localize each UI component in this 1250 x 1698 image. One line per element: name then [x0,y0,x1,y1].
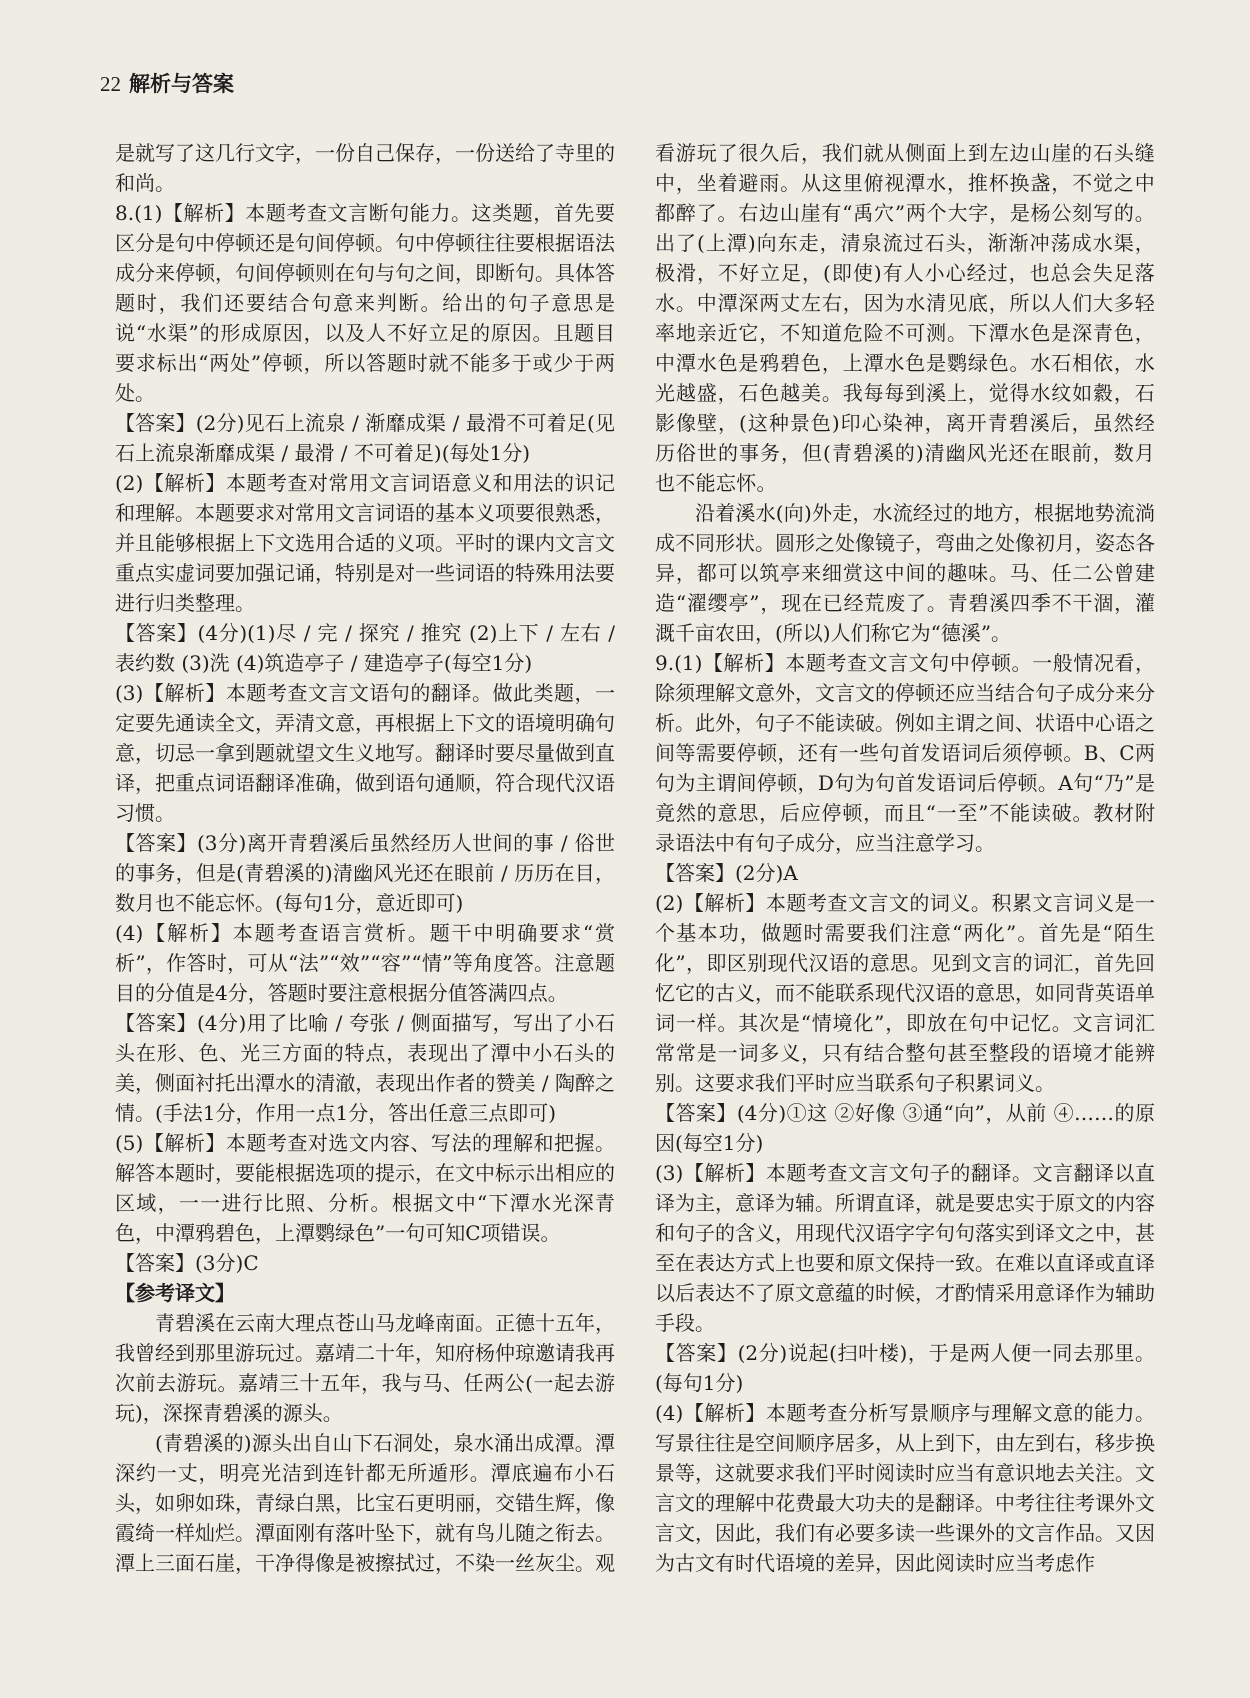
paragraph: 9.(1)【解析】本题考查文言文句中停顿。一般情况看，除须理解文意外，文言文的停顿还应当结合句子成分来分析。此外，句子不能读破。例如主谓之间、状语中心语之间等需要停顿，还有一些句首发语词后须停顿。B、C两句为主谓间停顿，D句为句首发语词后停顿。A句“乃”是竟然的意思，后应停顿，而且“一至”不能读破。教材附录语法中有句子成分，应当注意学习。 [655,651,1155,855]
paragraph: 【答案】(2分)说起(扫叶楼)，于是两人便一同去那里。(每句1分) [655,1341,1155,1395]
paragraph: (2)【解析】本题考查文言文的词义。积累文言词义是一个基本功，做题时需要我们注意“两化”。首先是“陌生化”，即区别现代汉语的意思。见到文言的词汇，首先回忆它的古义，而不能联系现代汉语的意思，如同背英语单词一样。其次是“情境化”，即放在句中记忆。文言词汇常常是一词多义，只有结合整句甚至整段的语境才能辨别。这要求我们平时应当联系句子积累词义。 [655,891,1155,1095]
paragraph: 【答案】(2分)见石上流泉 / 渐靡成渠 / 最滑不可着足(见石上流泉渐靡成渠 / 最滑 / 不可着足)(每处1分) [115,411,615,465]
section-heading: 【参考译文】 [115,1281,235,1305]
page-header-title: 解析与答案 [129,72,234,96]
paragraph: (5)【解析】本题考查对选文内容、写法的理解和把握。解答本题时，要能根据选项的提示，在文中标示出相应的区域，一一进行比照、分析。根据文中“下潭水光深青色，中潭鸦碧色，上潭鹦绿色”一句可知C项错误。 [115,1131,615,1245]
paragraph: 8.(1)【解析】本题考查文言断句能力。这类题，首先要区分是句中停顿还是句间停顿。句中停顿往往要根据语法成分来停顿，句间停顿则在句与句之间，即断句。具体答题时，我们还要结合句意来判断。给出的句子意思是说“水渠”的形成原因，以及人不好立足的原因。且题目要求标出“两处”停顿，所以答题时就不能多于或少于两处。 [115,201,615,405]
paragraph: (2)【解析】本题考查对常用文言词语意义和用法的识记和理解。本题要求对常用文言词语的基本义项要很熟悉，并且能够根据上下文选用合适的义项。平时的课内文言文重点实虚词要加强记诵，特别是对一些词语的特殊用法要进行归类整理。 [115,471,615,615]
right-column [655,138,1155,1578]
paragraph: 【答案】(4分)(1)尽 / 完 / 探究 / 推究 (2)上下 / 左右 / 表约数 (3)洗 (4)筑造亭子 / 建造亭子(每空1分) [115,621,615,675]
paragraph: 【答案】(2分)A [655,861,798,885]
paragraph: (青碧溪的)源头出自山下石洞处，泉水涌出成潭。潭深约一丈，明亮光洁到连针都无所遁形。潭底遍布小石头，如卵如珠，青绿白黑，比宝石更明丽，交错生辉，像霞绮一样灿烂。潭面刚有落叶坠下，就有鸟儿随之衔去。潭上三面石崖，干净得像是被擦拭过，不染一丝灰尘。观 [115,1431,615,1575]
page-number: 22 [100,72,121,96]
paragraph: (4)【解析】本题考查语言赏析。题干中明确要求“赏析”，作答时，可从“法”“效”“容”“情”等角度答。注意题目的分值是4分，答题时要注意根据分值答满四点。 [115,921,615,1005]
paragraph: 青碧溪在云南大理点苍山马龙峰南面。正德十五年，我曾经到那里游玩过。嘉靖二十年，知府杨仲琼邀请我再次前去游玩。嘉靖三十五年，我与马、任两公(一起去游玩)，深探青碧溪的源头。 [115,1311,615,1425]
page-header [100,68,234,98]
paragraph: 【答案】(3分)离开青碧溪后虽然经历人世间的事 / 俗世的事务，但是(青碧溪的)清幽风光还在眼前 / 历历在目，数月也不能忘怀。(每句1分，意近即可) [115,831,615,915]
paragraph: 【答案】(4分)用了比喻 / 夸张 / 侧面描写，写出了小石头在形、色、光三方面的特点，表现出了潭中小石头的美，侧面衬托出潭水的清澈，表现出作者的赞美 / 陶醉之情。(手法1分，作用一点1分，答出任意三点即可) [115,1011,615,1125]
left-column [115,138,615,1578]
paragraph: 是就写了这几行文字，一份自己保存，一份送给了寺里的和尚。 [115,141,615,195]
paragraph: 沿着溪水(向)外走，水流经过的地方，根据地势流淌成不同形状。圆形之处像镜子，弯曲之处像初月，姿态各异，都可以筑亭来细赏这中间的趣味。马、任二公曾建造“濯缨亭”，现在已经荒废了。青碧溪四季不干涸，灌溉千亩农田，(所以)人们称它为“德溪”。 [655,501,1155,645]
paragraph: 【答案】(4分)①这 ②好像 ③通“向”，从前 ④……的原因(每空1分) [655,1101,1155,1155]
paragraph: (3)【解析】本题考查文言文句子的翻译。文言翻译以直译为主，意译为辅。所谓直译，就是要忠实于原文的内容和句子的含义，用现代汉语字字句句落实到译文之中，甚至在表达方式上也要和原文保持一致。在难以直译或直译以后表达不了原文意蕴的时候，才酌情采用意译作为辅助手段。 [655,1161,1155,1335]
paragraph: (4)【解析】本题考查分析写景顺序与理解文意的能力。写景往往是空间顺序居多，从上到下，由左到右，移步换景等，这就要求我们平时阅读时应当有意识地去关注。文言文的理解中花费最大功夫的是翻译。中考往往考课外文言文，因此，我们有必要多读一些课外的文言作品。又因为古文有时代语境的差异，因此阅读时应当考虑作 [655,1401,1155,1575]
paragraph: 【答案】(3分)C [115,1251,259,1275]
paragraph: 看游玩了很久后，我们就从侧面上到左边山崖的石头缝中，坐着避雨。从这里俯视潭水，推杯换盏，不觉之中都醉了。右边山崖有“禹穴”两个大字，是杨公刻写的。出了(上潭)向东走，清泉流过石头，渐渐冲荡成水渠，极滑，不好立足，(即使)有人小心经过，也总会失足落水。中潭深两丈左右，因为水清见底，所以人们大多轻率地亲近它，不知道危险不可测。下潭水色是深青色，中潭水色是鸦碧色，上潭水色是鹦绿色。水石相依，水光越盛，石色越美。我每每到溪上，觉得水纹如縠，石影像壁，(这种景色)印心染神，离开青碧溪后，虽然经历俗世的事务，但(青碧溪的)清幽风光还在眼前，数月也不能忘怀。 [655,141,1155,495]
paragraph: (3)【解析】本题考查文言文语句的翻译。做此类题，一定要先通读全文，弄清文意，再根据上下文的语境明确句意，切忌一拿到题就望文生义地写。翻译时要尽量做到直译，把重点词语翻译准确，做到语句通顺，符合现代汉语习惯。 [115,681,615,825]
